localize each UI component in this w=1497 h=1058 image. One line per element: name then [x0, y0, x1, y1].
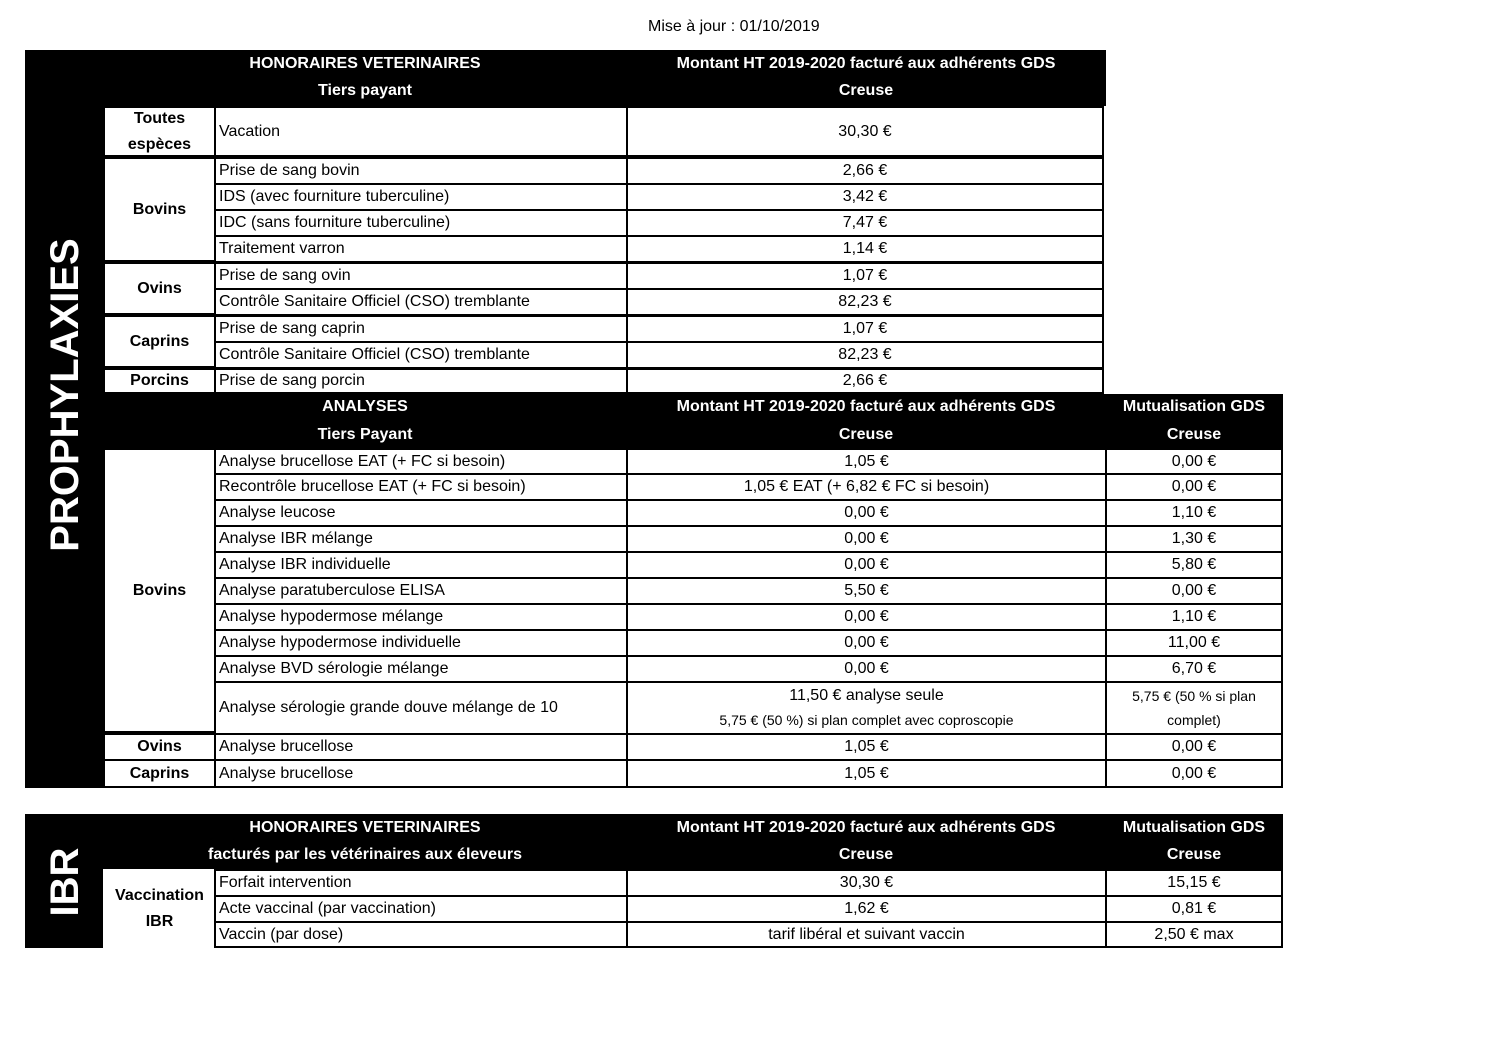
analyses-row-amount: 5,50 € — [626, 577, 1107, 605]
analyses-row-amount: 0,00 € — [626, 525, 1107, 553]
analyses-row-amount: 1,05 € EAT (+ 6,82 € FC si besoin) — [626, 473, 1107, 501]
analyses-amount-subheader: Creuse — [838, 426, 894, 443]
analyses-group-ovins: Ovins — [103, 733, 216, 761]
honoraires-row-amount: 30,30 € — [626, 106, 1104, 157]
honoraires-row-label: Prise de sang caprin — [214, 315, 628, 343]
honoraires-row-label: Contrôle Sanitaire Officiel (CSO) tremblante — [214, 341, 628, 369]
group-ovins: Ovins — [103, 262, 216, 315]
analyses-title: ANALYSES — [322, 398, 408, 415]
analyses-row-label: Analyse IBR individuelle — [214, 551, 628, 579]
ibr-row-mutual: 0,81 € — [1105, 895, 1283, 923]
analyses-row-amount: 0,00 € — [626, 499, 1107, 527]
honoraires-row-label: Vacation — [214, 106, 628, 157]
honoraires-row-amount: 7,47 € — [626, 209, 1104, 237]
honoraires-row-label: IDC (sans fourniture tuberculine) — [214, 209, 628, 237]
analyses-row-mutual: 0,00 € — [1105, 473, 1283, 501]
ibr-row-amount: 30,30 € — [626, 869, 1107, 897]
analyses-mutual-header: Mutualisation GDS — [1122, 398, 1266, 415]
honoraires-subtitle: Tiers payant — [318, 82, 412, 99]
ibr-side-label: IBR — [43, 847, 87, 917]
honoraires-title: HONORAIRES VETERINAIRES — [249, 55, 481, 72]
honoraires-row-label: Prise de sang ovin — [214, 262, 628, 290]
analyses-row-mutual: 0,00 € — [1105, 577, 1283, 605]
analyses-row-amount: 1,05 € — [626, 448, 1107, 475]
analyses-amount-header: Montant HT 2019-2020 facturé aux adhérents GDS — [676, 398, 1056, 415]
ibr-row-amount: tarif libéral et suivant vaccin — [626, 921, 1107, 948]
analyses-group-caprins: Caprins — [103, 759, 216, 788]
honoraires-row-amount: 1,07 € — [626, 262, 1104, 290]
honoraires-row-amount: 1,14 € — [626, 235, 1104, 263]
honoraires-row-label: Prise de sang porcin — [214, 368, 628, 394]
update-date: Mise à jour : 01/10/2019 — [648, 18, 820, 35]
honoraires-row-amount: 1,07 € — [626, 315, 1104, 343]
amount-line-1: 11,50 € analyse seule — [789, 687, 944, 704]
group-caprins: Caprins — [103, 315, 216, 368]
ibr-title: HONORAIRES VETERINAIRES — [249, 819, 481, 836]
analyses-row-label: Analyse hypodermose individuelle — [214, 629, 628, 657]
analyses-row-mutual: 5,80 € — [1105, 551, 1283, 579]
honoraires-row-amount: 82,23 € — [626, 288, 1104, 316]
analyses-subtitle: Tiers Payant — [317, 426, 413, 443]
ibr-subtitle: facturés par les vétérinaires aux éleveurs — [208, 846, 522, 863]
group-bovins: Bovins — [103, 157, 216, 262]
analyses-row-label: Analyse paratuberculose ELISA — [214, 577, 628, 605]
analyses-row-mutual: 6,70 € — [1105, 655, 1283, 683]
analyses-row-label: Analyse BVD sérologie mélange — [214, 655, 628, 683]
honoraires-row-amount: 82,23 € — [626, 341, 1104, 369]
analyses-row-mutual: 1,10 € — [1105, 499, 1283, 527]
ibr-amount-subheader: Creuse — [838, 846, 894, 863]
group-toutes-especes: Toutes espèces — [103, 106, 216, 157]
honoraires-row-label: Traitement varron — [214, 235, 628, 263]
ibr-mutual-subheader: Creuse — [1166, 846, 1222, 863]
ibr-row-mutual: 15,15 € — [1105, 869, 1283, 897]
analyses-row-label: Analyse brucellose — [214, 733, 628, 761]
analyses-row-amount — [626, 681, 1107, 735]
analyses-row-mutual: 1,10 € — [1105, 603, 1283, 631]
ibr-row-amount: 1,62 € — [626, 895, 1107, 923]
ibr-row-label: Acte vaccinal (par vaccination) — [214, 895, 628, 923]
analyses-row-amount: 0,00 € — [626, 629, 1107, 657]
honoraires-row-label: Prise de sang bovin — [214, 157, 628, 185]
analyses-group-bovins: Bovins — [103, 448, 216, 733]
analyses-row-amount: 1,05 € — [626, 733, 1107, 761]
analyses-row-label: Analyse brucellose EAT (+ FC si besoin) — [214, 448, 628, 475]
honoraires-row-amount: 2,66 € — [626, 368, 1104, 394]
honoraires-row-amount: 2,66 € — [626, 157, 1104, 185]
analyses-row-label: Analyse sérologie grande douve mélange de 10 — [214, 681, 628, 735]
analyses-row-label: Analyse hypodermose mélange — [214, 603, 628, 631]
honoraires-row-label: Contrôle Sanitaire Officiel (CSO) tremblante — [214, 288, 628, 316]
honoraires-row-amount: 3,42 € — [626, 183, 1104, 211]
analyses-row-amount: 0,00 € — [626, 551, 1107, 579]
ibr-row-mutual: 2,50 € max — [1105, 921, 1283, 948]
ibr-row-label: Forfait intervention — [214, 869, 628, 897]
analyses-row-amount: 0,00 € — [626, 655, 1107, 683]
analyses-row-mutual: 0,00 € — [1105, 759, 1283, 788]
analyses-row-label: Recontrôle brucellose EAT (+ FC si besoin) — [214, 473, 628, 501]
analyses-row-mutual: 0,00 € — [1105, 448, 1283, 475]
mutual-line-2: complet) — [1167, 712, 1221, 728]
group-porcins: Porcins — [103, 368, 216, 394]
ibr-row-label: Vaccin (par dose) — [214, 921, 628, 948]
analyses-row-amount: 1,05 € — [626, 759, 1107, 788]
analyses-row-label: Analyse IBR mélange — [214, 525, 628, 553]
analyses-row-mutual: 11,00 € — [1105, 629, 1283, 657]
mutual-line-1: 5,75 € (50 % si plan — [1132, 688, 1256, 704]
analyses-row-label: Analyse leucose — [214, 499, 628, 527]
analyses-row-amount: 0,00 € — [626, 603, 1107, 631]
analyses-row-mutual: 1,30 € — [1105, 525, 1283, 553]
honoraires-amount-subheader: Creuse — [838, 82, 894, 99]
honoraires-amount-header: Montant HT 2019-2020 facturé aux adhérents GDS — [676, 55, 1056, 72]
honoraires-row-label: IDS (avec fourniture tuberculine) — [214, 183, 628, 211]
analyses-row-label: Analyse brucellose — [214, 759, 628, 788]
amount-line-2: 5,75 € (50 %) si plan complet avec coproscopie — [719, 712, 1014, 728]
analyses-mutual-subheader: Creuse — [1166, 426, 1222, 443]
prophylaxies-side-label: PROPHYLAXIES — [43, 238, 87, 552]
analyses-row-mutual: 0,00 € — [1105, 733, 1283, 761]
ibr-amount-header: Montant HT 2019-2020 facturé aux adhérents GDS — [676, 819, 1056, 836]
analyses-row-mutual — [1105, 681, 1283, 735]
group-vaccination-ibr: Vaccination IBR — [103, 869, 216, 948]
ibr-mutual-header: Mutualisation GDS — [1122, 819, 1266, 836]
